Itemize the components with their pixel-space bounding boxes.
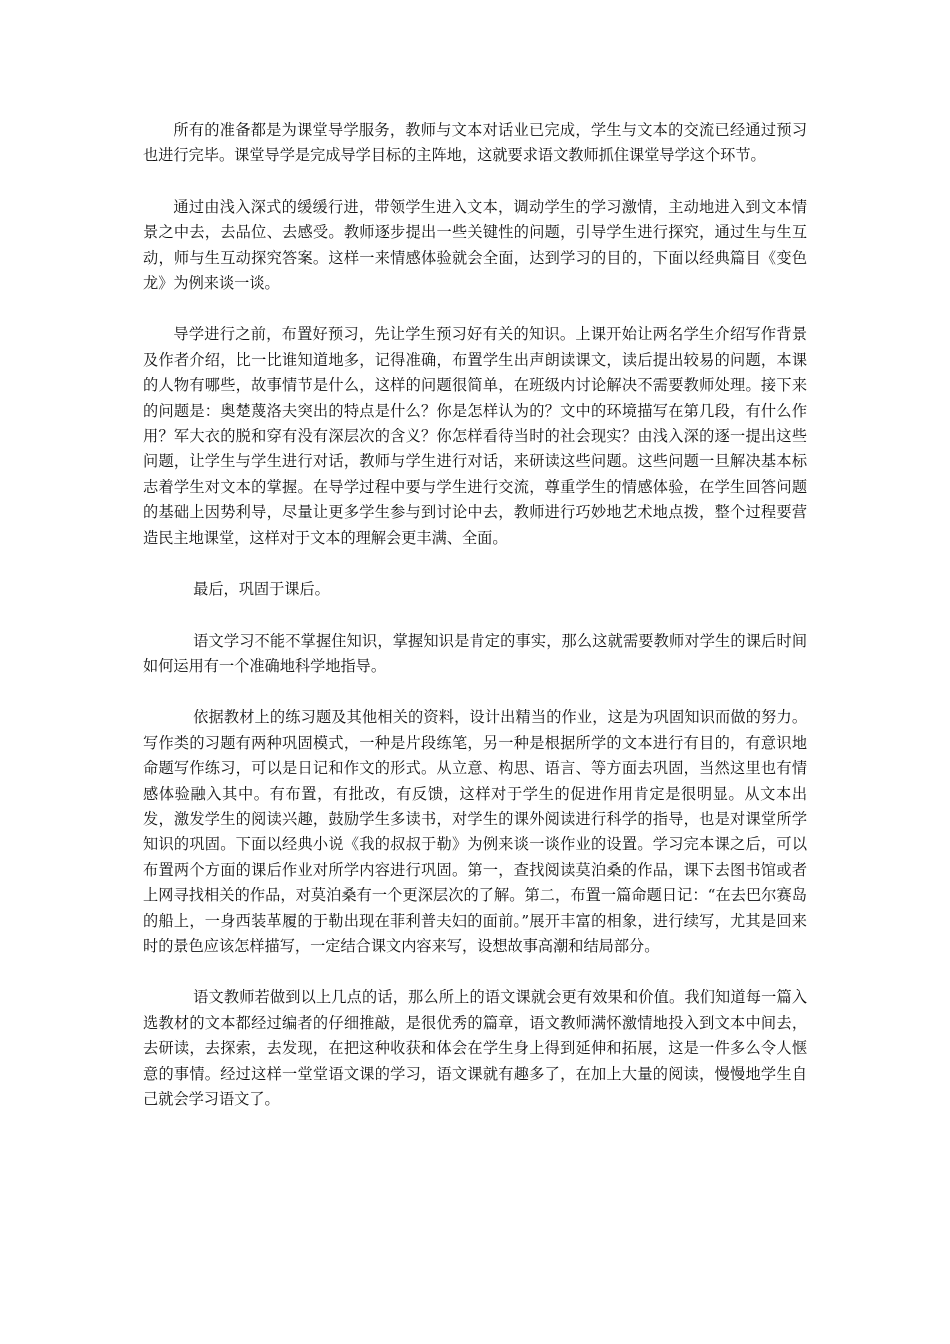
paragraph-2: 通过由浅入深式的缓缓行进，带领学生进入文本，调动学生的学习激情，主动地进入到文本情景之中去，去品位、去感受。教师逐步提出一些关键性的问题，引导学生进行探究，通过生与生互动，师与生互动探究答案。这样一来情感体验就会全面，达到学习的目的，下面以经典篇目《变色龙》为例来谈一谈。 <box>143 197 807 293</box>
paragraph-7: 语文教师若做到以上几点的话，那么所上的语文课就会更有效果和价值。我们知道每一篇入选教材的文本都经过编者的仔细推敲，是很优秀的篇章，语文教师满怀激情地投入到文本中间去，去研读，去探索，去发现，在把这种收获和体会在学生身上得到延伸和拓展，这是一件多么令人惬意的事情。经过这样一堂堂语文课的学习，语文课就有趣多了，在加上大量的阅读，慢慢地学生自己就会学习语文了。 <box>143 988 807 1108</box>
paragraph-1: 所有的准备都是为课堂导学服务，教师与文本对话业已完成，学生与文本的交流已经通过预习也进行完毕。课堂导学是完成导学目标的主阵地，这就要求语文教师抓住课堂导学这个环节。 <box>143 121 807 165</box>
paragraph-3: 导学进行之前，布置好预习，先让学生预习好有关的知识。上课开始让两名学生介绍写作背景及作者介绍，比一比谁知道地多，记得准确，布置学生出声朗读课文，读后提出较易的问题，本课的人物有哪些，故事情节是什么，这样的问题很简单，在班级内讨论解决不需要教师处理。接下来的问题是：奥楚蔑洛夫突出的特点是什么？你是怎样认为的？文中的环境描写在第几段，有什么作用？军大衣的脱和穿有没有深层次的含义？你怎样看待当时的社会现实？由浅入深的逐一提出这些问题，让学生与学生进行对话，教师与学生进行对话，来研读这些问题。这些问题一旦解决基本标志着学生对文本的掌握。在导学过程中要与学生进行交流，尊重学生的情感体验，在学生回答问题的基础上因势利导，尽量让更多学生参与到讨论中去，教师进行巧妙地艺术地点拨，整个过程要营造民主地课堂，这样对于文本的理解会更丰满、全面。 <box>143 325 807 547</box>
document-page <box>143 118 807 1138</box>
paragraph-4: 最后，巩固于课后。 <box>193 580 330 599</box>
paragraph-5: 语文学习不能不掌握住知识，掌握知识是肯定的事实，那么这就需要教师对学生的课后时间如何运用有一个准确地科学地指导。 <box>143 631 807 675</box>
paragraph-6: 依据教材上的练习题及其他相关的资料，设计出精当的作业，这是为巩固知识而做的努力。写作类的习题有两种巩固模式，一种是片段练笔，另一种是根据所学的文本进行有目的，有意识地命题写作练习，可以是日记和作文的形式。从立意、构思、语言、等方面去巩固，当然这里也有情感体验融入其中。有布置，有批改，有反馈，这样对于学生的促进作用肯定是很明显。从文本出发，激发学生的阅读兴趣，鼓励学生多读书，对学生的课外阅读进行科学的指导，也是对课堂所学知识的巩固。下面以经典小说《我的叔叔于勒》为例来谈一谈作业的设置。学习完本课之后，可以布置两个方面的课后作业对所学内容进行巩固。第一，查找阅读莫泊桑的作品，课下去图书馆或者上网寻找相关的作品，对莫泊桑有一个更深层次的了解。第二，布置一篇命题日记：“在去巴尔赛岛的船上，一身西装革履的于勒出现在菲利普夫妇的面前。”展开丰富的相象，进行续写，尤其是回来时的景色应该怎样描写，一定结合课文内容来写，设想故事高潮和结局部分。 <box>143 708 807 955</box>
